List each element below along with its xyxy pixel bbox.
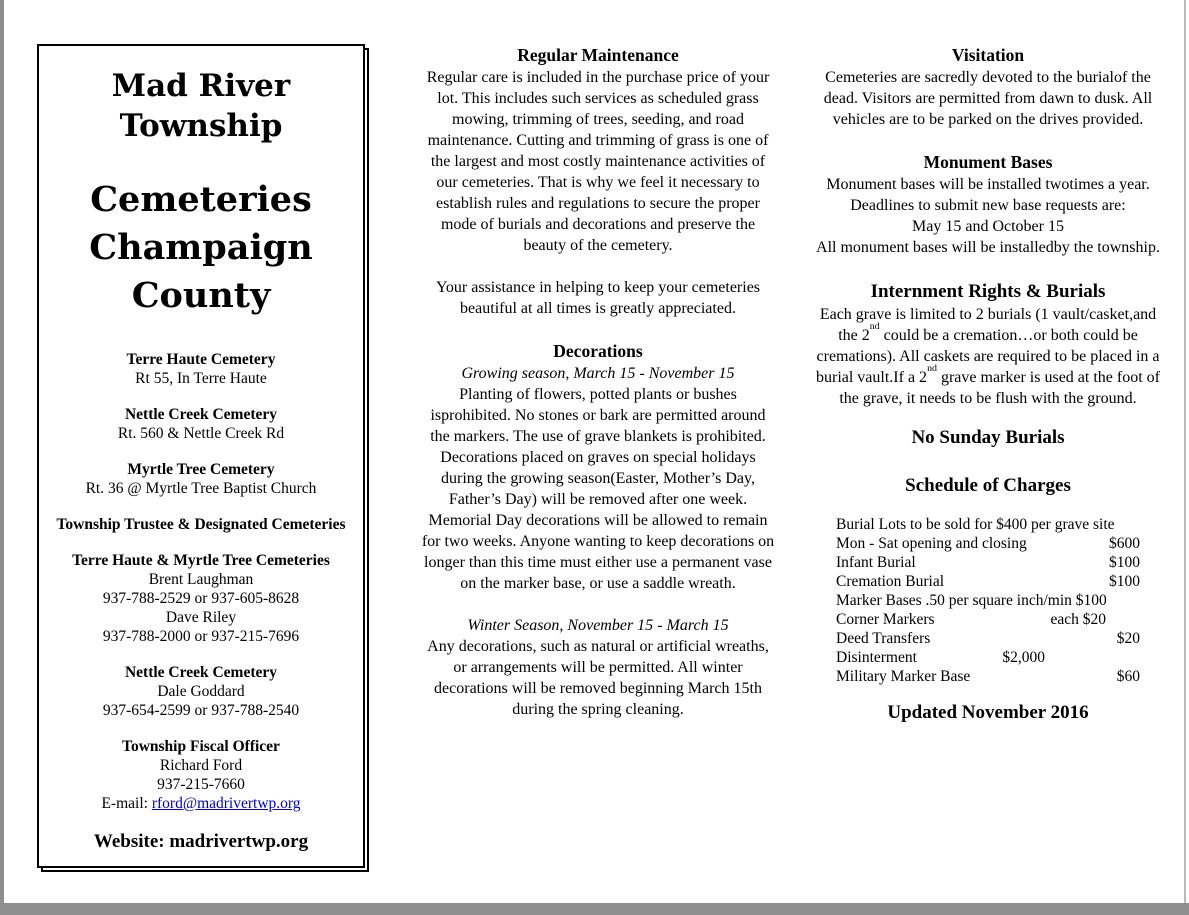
- middle-column: [420, 44, 776, 720]
- cover-panel: [37, 44, 365, 868]
- entry-heading: Nettle Creek Cemetery: [124, 664, 278, 681]
- charge-row-burial-lots: [836, 515, 1140, 534]
- monument-install-paragraph: All monument bases will be installedby the township.: [816, 239, 1160, 256]
- trustee-designated-heading: [53, 515, 349, 534]
- title-line-1: Mad River: [111, 68, 291, 104]
- right-column: [812, 44, 1164, 725]
- schedule-of-charges-list: [836, 515, 1140, 686]
- charge-label: Mon - Sat opening and closing: [836, 535, 1027, 552]
- visitation-heading: Visitation: [951, 45, 1025, 65]
- internment-rights-heading: Internment Rights & Burials: [870, 281, 1106, 302]
- charge-row-deed-transfers: [836, 629, 1140, 648]
- cemetery-entry-nettle-creek: [53, 405, 349, 443]
- charge-price: $60: [1116, 668, 1140, 685]
- subtitle-line-1: Cemeteries: [90, 179, 312, 220]
- cemetery-entry-myrtle-tree: [53, 460, 349, 498]
- charge-row-cremation-burial: [836, 572, 1140, 591]
- cemetery-entry-terre-haute: [53, 350, 349, 388]
- growing-season-paragraph: Planting of flowers, potted plants or bushes isprohibited. No stones or bark are permitted around the markers. The use of grave blankets is prohibited. Decorations placed on graves on special holidays during the growing season(Easter, Mother’s Day, Father’s Day) will be removed after one week. Memorial Day decorations will be allowed to remain for two weeks. Anyone wanting to keep decorations on longer than this time must either use a permanent vase on the marker base, or use a saddle wreath.: [421, 386, 775, 592]
- township-title: [53, 66, 349, 146]
- charge-row-opening-closing: [836, 534, 1140, 553]
- regular-maintenance-heading: Regular Maintenance: [517, 45, 679, 65]
- entry-heading: Nettle Creek Cemetery: [124, 406, 278, 423]
- entry-heading: Terre Haute & Myrtle Tree Cemeteries: [72, 552, 330, 569]
- charge-row-military-marker: [836, 667, 1140, 686]
- growing-season-subheading: Growing season, March 15 - November 15: [461, 365, 735, 382]
- charge-row-infant-burial: [836, 553, 1140, 572]
- charge-row-marker-bases: [836, 591, 1140, 610]
- entry-heading: Myrtle Tree Cemetery: [127, 461, 275, 478]
- entry-line: Rt. 560 & Nettle Creek Rd: [117, 425, 285, 442]
- scan-edge-left: [0, 0, 4, 915]
- charge-price: $600: [1109, 535, 1140, 552]
- monument-deadline-line: May 15 and October 15: [912, 218, 1064, 235]
- winter-season-subheading: Winter Season, November 15 - March 15: [467, 617, 729, 634]
- charge-label: Disinterment: [836, 649, 917, 666]
- contact-fiscal-officer: [53, 737, 349, 813]
- monument-bases-paragraph: Monument bases will be installed twotimes a year. Deadlines to submit new base requests are:: [826, 176, 1150, 214]
- email-link[interactable]: rford@madrivertwp.org: [151, 795, 301, 812]
- cemeteries-county-title: [53, 176, 349, 320]
- charge-price: $100: [1109, 554, 1140, 571]
- entry-line: Rt. 36 @ Myrtle Tree Baptist Church: [85, 480, 317, 497]
- no-sunday-burials-heading: No Sunday Burials: [911, 427, 1065, 448]
- charge-label: Military Marker Base: [836, 668, 971, 685]
- contact-phone: 937-215-7660: [157, 776, 245, 793]
- charge-label: Marker Bases .50 per square inch/min $100: [836, 592, 1107, 609]
- charge-label: Burial Lots to be sold for $400 per grave site: [836, 516, 1115, 533]
- charge-label: Corner Markers: [836, 611, 935, 628]
- regular-maintenance-paragraph: Regular care is included in the purchase price of your lot. This includes such services as scheduled grass mowing, trimming of trees, seeding, and road maintenance. Cutting and trimming of grass is one of the largest and most costly maintenance activities of our cemeteries. That is why we feel it necessary to establish rules and regulations to secure the proper mode of burials and decorations and preserve the beauty of the cemetery.: [426, 69, 770, 254]
- charge-label: Infant Burial: [836, 554, 916, 571]
- scan-edge-right: [1184, 0, 1186, 903]
- charge-row-disinterment: [836, 648, 1140, 667]
- contact-nettle-creek: [53, 663, 349, 720]
- email-label: E-mail:: [101, 795, 152, 812]
- charge-price: $100: [1109, 573, 1140, 590]
- contact-name: Dave Riley: [165, 609, 237, 626]
- entry-line: Rt 55, In Terre Haute: [135, 370, 267, 387]
- charge-price: $2,000: [1002, 649, 1045, 666]
- entry-heading: Township Fiscal Officer: [122, 738, 280, 755]
- charge-label: Deed Transfers: [836, 630, 931, 647]
- email-line: [53, 794, 349, 813]
- scan-edge-bottom: [0, 903, 1189, 915]
- contact-name: Dale Goddard: [157, 683, 245, 700]
- visitation-paragraph: Cemeteries are sacredly devoted to the burialof the dead. Visitors are permitted from dawn to dusk. All vehicles are to be parked on the drives provided.: [823, 69, 1153, 128]
- contact-phone: 937-788-2529 or 937-605-8628: [102, 590, 300, 607]
- subtitle-line-2: Champaign: [89, 227, 313, 268]
- title-line-2: Township: [119, 108, 283, 144]
- schedule-of-charges-heading: Schedule of Charges: [905, 475, 1071, 496]
- contact-terre-haute-myrtle: [53, 551, 349, 646]
- contact-phone: 937-654-2599 or 937-788-2540: [102, 702, 300, 719]
- charge-label: Cremation Burial: [836, 573, 945, 590]
- decorations-heading: Decorations: [553, 341, 643, 361]
- winter-season-paragraph: Any decorations, such as natural or artificial wreaths, or arrangements will be permitted. All winter decorations will be removed beginning March 15th during the spring cleaning.: [427, 638, 769, 718]
- internment-rights-paragraph: Each grave is limited to 2 burials (1 vault/casket,and the 2nd could be a cremation…or both could be cremations). All caskets are required to be placed in a burial vault.If a 2nd grave marker is used at the foot of the grave, it needs to be flush with the ground.: [815, 306, 1160, 407]
- entry-heading: Township Trustee & Designated Cemeteries: [56, 516, 346, 533]
- contact-name: Richard Ford: [159, 757, 243, 774]
- charge-price: each $20: [1050, 611, 1106, 628]
- updated-date-line: Updated November 2016: [887, 702, 1089, 723]
- website-line: Website: madrivertwp.org: [93, 831, 309, 852]
- charge-price: $20: [1116, 630, 1140, 647]
- charge-row-corner-markers: [836, 610, 1140, 629]
- monument-bases-heading: Monument Bases: [923, 152, 1053, 172]
- entry-heading: Terre Haute Cemetery: [126, 351, 276, 368]
- subtitle-line-3: County: [131, 275, 271, 316]
- contact-name: Brent Laughman: [148, 571, 254, 588]
- contact-phone: 937-788-2000 or 937-215-7696: [102, 628, 300, 645]
- assistance-paragraph: Your assistance in helping to keep your cemeteries beautiful at all times is greatly appreciated.: [435, 279, 761, 317]
